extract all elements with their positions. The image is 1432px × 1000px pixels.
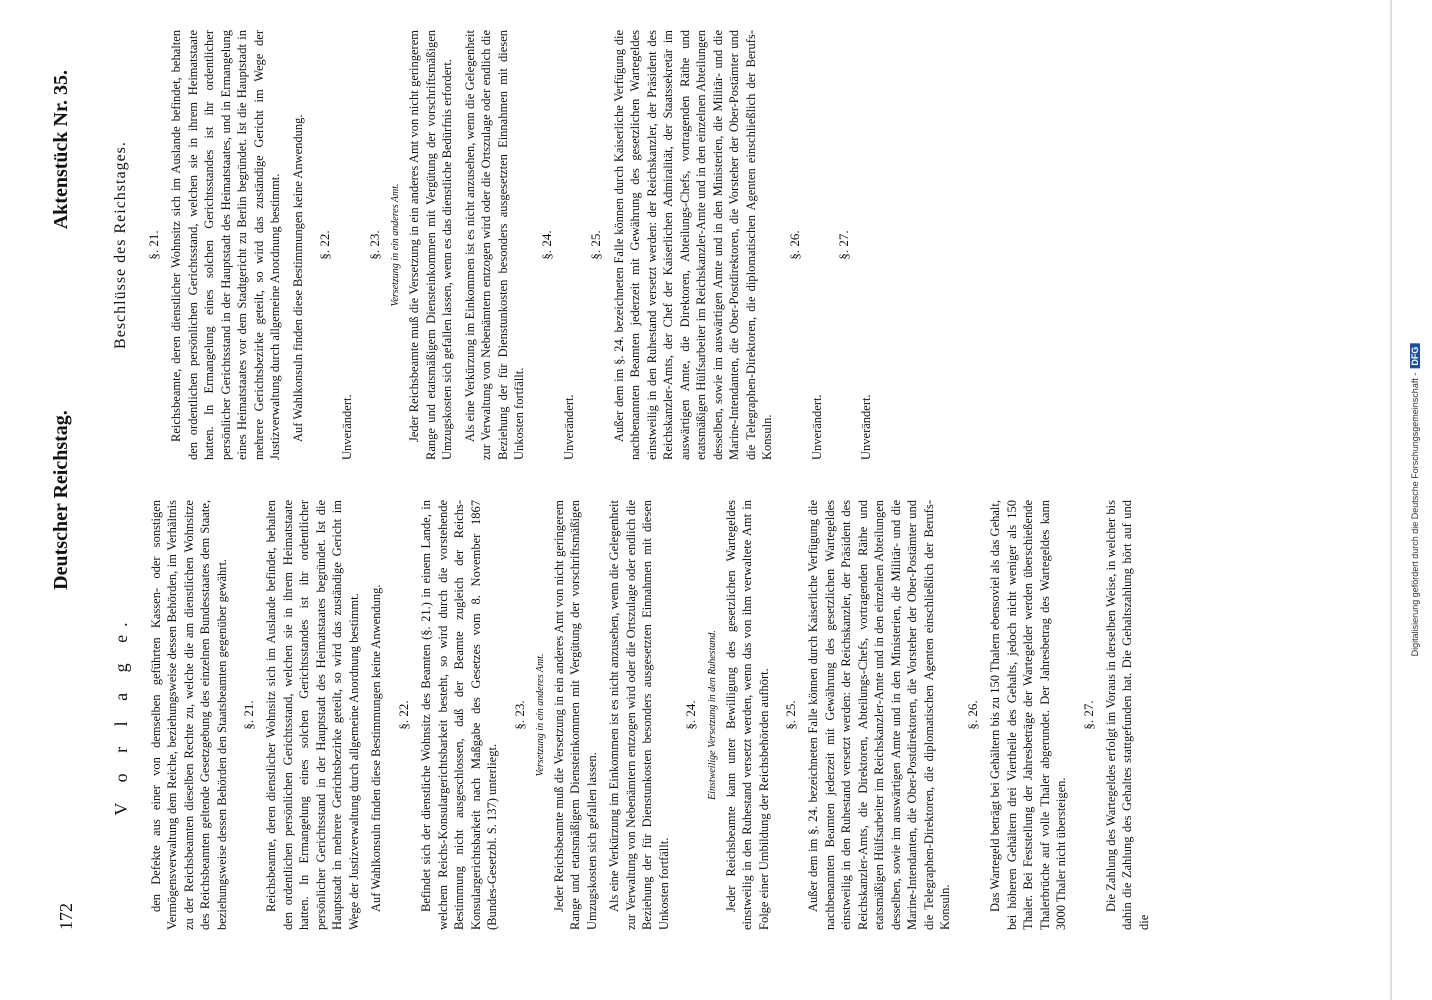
section-heading: §. 21. xyxy=(241,700,257,730)
section-text: Unverändert. xyxy=(809,394,824,460)
dfg-logo: DFG xyxy=(1410,344,1420,369)
left-column-title: V o r l a g e. xyxy=(111,614,131,816)
section-heading: §. 27. xyxy=(836,230,852,260)
section-text: Die Zahlung des Wartegeldes erfolgt im Voraus in derselben Weise, in welcher bis dahin die Zahlung des Gehaltes stattgefunden hat. Die Gehaltszahlung hört auf und die xyxy=(1103,500,1151,930)
section-heading: §. 22. xyxy=(317,230,333,260)
section-heading: §. 23. xyxy=(366,230,382,260)
section-heading: §. 23. xyxy=(511,700,527,730)
section-text: Unverändert. xyxy=(859,394,874,460)
section-text: Unverändert. xyxy=(340,394,355,460)
credit-text: Digitalisierung gefördert durch die Deutsche Forschungsgemeinschaft - xyxy=(1410,372,1420,657)
section-text: Unverändert. xyxy=(561,394,576,460)
section-heading: §. 24. xyxy=(683,700,699,730)
section-heading: §. 27. xyxy=(1080,700,1096,730)
section-text: Auf Wahlkonsuln finden diese Bestimmungen keine Anwendung. xyxy=(369,584,384,912)
section-subtitle: Einstweilige Versetzung in den Ruhestand. xyxy=(706,630,718,800)
intro-paragraph: den Defekte aus einer von demselben geführten Kassen- oder sonstigen Vermögensverwaltung dem Reiche, beziehungsweise dessen Behörden, im Verhältnis zu der Reichsbeamten dieselben Rechte zu, welche die am dienstlichen Wohnsitze des Reichsbeamten geltende Gesetzgebung des einzelnen Bundesstaates dem Staate, beziehungsweise dessen Behörden den Staatsbeamten gegenüber gewährt. xyxy=(148,500,229,930)
section-subtitle: Versetzung in ein anderes Amt. xyxy=(534,653,546,777)
section-heading: §. 22. xyxy=(395,700,411,730)
section-text: Als eine Verkürzung im Einkommen ist es nicht anzusehen, wenn die Gelegenheit zur Verwaltung von Nebenämtern entzogen wird oder die Ortszulage oder endlich die Beziehung der für Dienstunkosten besonders ausgesetzten Einnahmen mit diesen Unkosten fortfällt. xyxy=(607,500,671,930)
section-text: Außer dem im §. 24. bezeichneten Falle können durch Kaiserliche Verfügung die nachbenannten Beamten jederzeit mit Gewährung des gesetzlichen Wartegeldes einstweilig in den Ruhestand versetzt werden: der Reichskanzler, der Präsident des Reichskanzler-Amts, die Direktoren, Abteilungs-Chefs, vortragenden Räthe und etatsmäßigen Hülfsarbeiter im Reichskanzler-Amte und in den einzelnen Abteilungen desselben, sowie im auswärtigen Amte und in den Ministerien, die Militär- und die Marine-Intendanten, die Ober-Postdirektoren, die Vorsteher der Ober-Postämter und die Telegraphen-Direktoren, die diplomatischen Agenten einschließlich der Berufs-Konsuln. xyxy=(806,500,953,930)
left-column-vorlage xyxy=(110,500,1158,930)
section-text: Außer dem im §. 24. bezeichneten Falle können durch Kaiserliche Verfügung die nachbenannten Beamten jederzeit mit Gewährung des gesetzlichen Wartegeldes einstweilig in den Ruhestand versetzt werden: der Reichskanzler, der Präsident des Reichskanzler-Amts, der Chef der Kaiserlichen Admiralität, der Staatssekretär im auswärtigen Amte, die Direktoren, Abteilungs-Chefs, vortragenden Räthe und etatsmäßigen Hülfsarbeiter im Reichskanzler-Amte und in den einzelnen Abteilungen desselben, sowie im auswärtigen Amte und in den Ministerien, die Militär- und die Marine-Intendanten, die Ober-Postdirektoren, die Vorsteher der Ober-Postämter und die Telegraphen-Direktoren, die diplomatischen Agenten einschließlich der Berufs-Konsuln. xyxy=(611,30,775,460)
section-heading: §. 25. xyxy=(783,700,799,730)
digitization-credit xyxy=(1406,10,1424,990)
section-subtitle: Versetzung in ein anderes Amt. xyxy=(390,183,402,307)
right-column-beschluesse xyxy=(110,30,885,460)
section-text: Befindet sich der dienstliche Wohnsitz des Beamten (§. 21.) in einem Lande, in welchem Reichs-Konsulargerichtsbarkeit besteht, so wird durch die vorstehende Bestimmung nicht ausgeschlossen, daß der Beamte zugleich der Reichs-Konsulargerichtsbarkeit nach Maßgabe des Gesetzes vom 8. November 1867 (Bundes-Gesetzbl. S. 137) unterliegt. xyxy=(419,500,500,930)
section-text: Auf Wahlkonsuln finden diese Bestimmungen keine Anwendung. xyxy=(290,114,305,442)
section-heading: §. 26. xyxy=(964,700,980,730)
section-text: Jeder Reichsbeamte muß die Versetzung in ein anderes Amt von nicht geringerem Range und etatsmäßigem Diensteinkommen mit Vergütung der vorschriftsmäßigen Umzugskosten sich gefallen lassen, wenn es das dienstliche Bedürfnis erfordert. xyxy=(407,30,455,460)
page-header xyxy=(50,70,90,930)
section-heading: §. 25. xyxy=(588,230,604,260)
section-text: Reichsbeamte, deren dienstlicher Wohnsitz sich im Auslande befindet, behalten den ordentlichen persönlichen Gerichtsstand, welchen sie in ihrem Heimatstaate hatten. In Ermangelung eines solchen Gerichtsstandes ist ihr ordentlicher persönlicher Gerichtsstand in der Hauptstadt des Heimatstaates begründet. Ist die Hauptstadt in mehrere Gerichtsbezirke geteilt, so wird das zuständige Gericht im Wege der Justizverwaltung durch allgemeine Anordnung bestimmt. xyxy=(264,500,361,930)
right-column-title: Beschlüsse des Reichstages. xyxy=(112,141,129,349)
section-heading: §. 21. xyxy=(146,230,162,260)
section-text: Das Wartegeld beträgt bei Gehältern bis zu 150 Thalern ebensoviel als das Gehalt, bei höheren Gehältern drei Viertheile des Gehalts, jedoch nicht weniger als 150 Thaler. Bei Feststellung der Jahresbeträge der Wartegelder werden überschießende Thalerbrüche auf volle Thaler abgerundet. Der Jahresbetrag des Wartegeldes kann 3000 Thaler nicht übersteigen. xyxy=(988,500,1069,930)
section-text: Jeder Reichsbeamte muß die Versetzung in ein anderes Amt von nicht geringerem Range und etatsmäßigem Diensteinkommen mit Vergütung der vorschriftsmäßigen Umzugskosten sich gefallen lassen. xyxy=(551,500,599,930)
section-text: Jeder Reichsbeamte kann unter Bewilligung des gesetzlichen Wartegeldes einstweilig in den Ruhestand versetzt werden, wenn das von ihm verwaltete Amt in Folge einer Umbildung der Reichsbehörden aufhört. xyxy=(723,500,771,930)
section-heading: §. 26. xyxy=(786,230,802,260)
section-heading: §. 24. xyxy=(538,230,554,260)
section-text: Reichsbeamte, deren dienstlicher Wohnsitz sich im Auslande befindet, behalten den ordentlichen persönlichen Gerichtsstand, welchen sie in ihrem Heimatstaate hatten. In Ermangelung eines solchen Gerichtsstandes ist ihr ordentlicher persönlicher Gerichtsstand in der Hauptstadt des Heimatstaates, und in Ermangelung eines Heimatstaates vor dem Stadtgericht zu Berlin begründet. Ist die Hauptstadt in mehrere Gerichtsbezirke geteilt, so wird das zuständige Gericht im Wege der Justizverwaltung durch allgemeine Anordnung bestimmt. xyxy=(169,30,283,460)
section-text: Als eine Verkürzung im Einkommen ist es nicht anzusehen, wenn die Gelegenheit zur Verwaltung von Nebenämtern entzogen wird oder die Ortszulage oder endlich die Beziehung der für Dienstunkosten besonders ausgesetzten Einnahmen mit diesen Unkosten fortfällt. xyxy=(462,30,527,460)
page-number: 172 xyxy=(56,903,76,930)
publication-title: Deutscher Reichstag. xyxy=(50,410,72,590)
document-number: Aktenstück Nr. 35. xyxy=(50,70,72,230)
